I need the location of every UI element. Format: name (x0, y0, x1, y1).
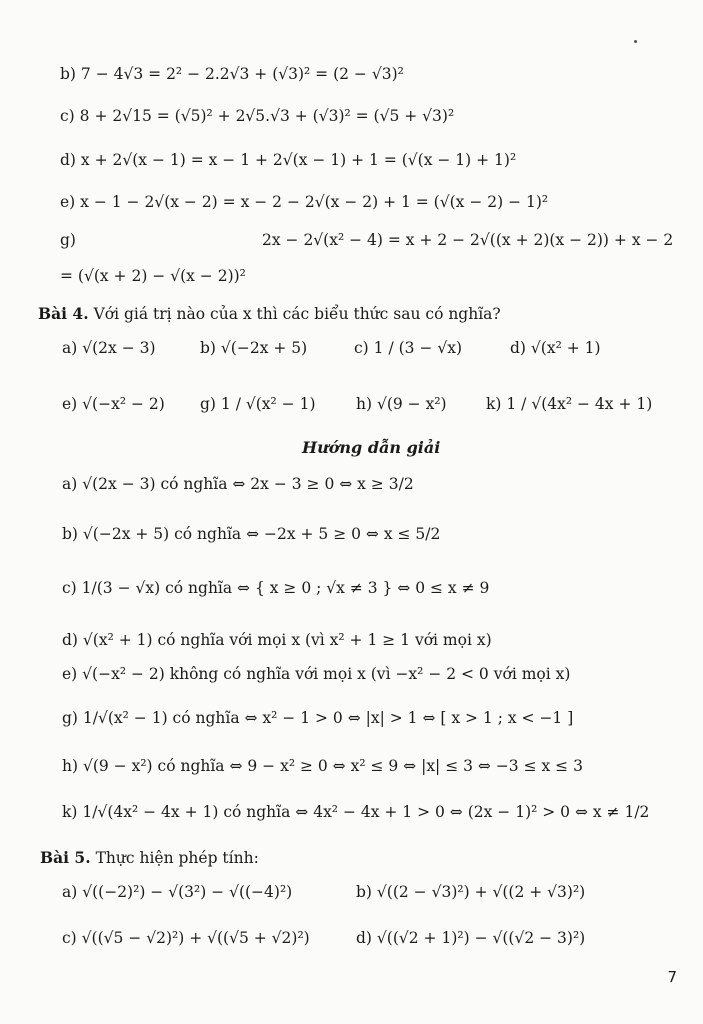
worked-label: c) (60, 107, 75, 125)
item-label: b) (200, 339, 216, 357)
solution-label: k) (62, 803, 78, 821)
solution-k (62, 800, 703, 824)
item-expr: √(2x − 3) (82, 339, 156, 357)
solution-label: a) (62, 475, 78, 493)
solution-text: 1/√(x² − 1) có nghĩa ⇔ x² − 1 > 0 ⇔ |x| > 1 ⇔ [ x > 1 ; x < −1 ] (82, 709, 574, 727)
item-label: k) (486, 395, 502, 413)
solution-text: √(x² + 1) có nghĩa với mọi x (vì x² + 1 ≥ 1 với mọi x) (82, 631, 492, 649)
item-label: d) (510, 339, 526, 357)
solution-text: √(−x² − 2) không có nghĩa với mọi x (vì −x² − 2 < 0 với mọi x) (82, 665, 571, 683)
solution-text: √(−2x + 5) có nghĩa ⇔ −2x + 5 ≥ 0 ⇔ x ≤ 5/2 (82, 525, 441, 543)
item-label: d) (356, 929, 372, 947)
item-expr: √((2 − √3)²) + √((2 + √3)²) (376, 883, 586, 901)
page-number: 7 (667, 968, 677, 986)
solution-label: h) (62, 757, 79, 775)
item-label: a) (62, 883, 78, 901)
bai4-item-h (356, 392, 447, 416)
worked-label: e) (60, 193, 76, 211)
item-label: a) (62, 339, 78, 357)
item-expr: 1 / √(x² − 1) (220, 395, 316, 413)
item-label: e) (62, 395, 78, 413)
item-expr: √((−2)²) − √(3²) − √((−4)²) (82, 883, 293, 901)
bai4-title (38, 302, 703, 326)
solution-h (62, 754, 703, 778)
item-label: c) (62, 929, 77, 947)
worked-g-label: g) (60, 231, 76, 249)
solution-label: c) (62, 579, 77, 597)
bai5-heading: Bài 5. (40, 848, 91, 867)
bai4-question: Với giá trị nào của x thì các biểu thức sau có nghĩa? (93, 305, 501, 323)
solution-label: g) (62, 709, 78, 727)
item-expr: √((√2 + 1)²) − √((√2 − 3)²) (376, 929, 586, 947)
guide-title: Hướng dẫn giải (302, 438, 441, 457)
item-expr: √(9 − x²) (376, 395, 447, 413)
bai4-item-k (486, 392, 652, 416)
item-label: b) (356, 883, 372, 901)
print-speck (634, 40, 637, 43)
item-label: c) (354, 339, 369, 357)
bai5-item-c (62, 926, 310, 950)
item-label: h) (356, 395, 373, 413)
bai4-item-e (62, 392, 165, 416)
bai5-item-a (62, 880, 292, 904)
solution-text: √(9 − x²) có nghĩa ⇔ 9 − x² ≥ 0 ⇔ x² ≤ 9 ⇔ |x| ≤ 3 ⇔ −3 ≤ x ≤ 3 (82, 757, 583, 775)
bai4-item-g (200, 392, 316, 416)
solution-text: 1/(3 − √x) có nghĩa ⇔ { x ≥ 0 ; √x ≠ 3 } ⇔ 0 ≤ x ≠ 9 (81, 579, 490, 597)
solution-text: √(2x − 3) có nghĩa ⇔ 2x − 3 ≥ 0 ⇔ x ≥ 3/2 (82, 475, 414, 493)
worked-g-expr: 2x − 2√(x² − 4) = x + 2 − 2√((x + 2)(x − 2)) + x − 2 (262, 231, 674, 249)
worked-e (60, 190, 703, 214)
solution-c (62, 576, 703, 600)
bai4-heading: Bài 4. (38, 304, 89, 323)
bai4-item-a (62, 336, 156, 360)
bai5-title (40, 846, 703, 870)
solution-e (62, 662, 703, 686)
solution-b (62, 522, 703, 546)
worked-c (60, 104, 703, 128)
bai5-item-b (356, 880, 585, 904)
bai4-item-b (200, 336, 307, 360)
worked-b (60, 62, 703, 86)
worked-label: d) (60, 151, 76, 169)
bai5-question: Thực hiện phép tính: (95, 849, 259, 867)
solution-a (62, 472, 703, 496)
worked-label: b) (60, 65, 76, 83)
item-label: g) (200, 395, 216, 413)
bai4-item-d (510, 336, 601, 360)
solution-g (62, 706, 703, 730)
solution-label: b) (62, 525, 78, 543)
item-expr: √(−x² − 2) (82, 395, 165, 413)
worked-expr: x + 2√(x − 1) = x − 1 + 2√(x − 1) + 1 = (√(x − 1) + 1)² (80, 151, 517, 169)
item-expr: 1 / √(4x² − 4x + 1) (506, 395, 653, 413)
item-expr: √(−2x + 5) (220, 339, 308, 357)
solution-text: 1/√(4x² − 4x + 1) có nghĩa ⇔ 4x² − 4x + 1 > 0 ⇔ (2x − 1)² > 0 ⇔ x ≠ 1/2 (82, 803, 650, 821)
worked-expr: x − 1 − 2√(x − 2) = x − 2 − 2√(x − 2) + 1 = (√(x − 2) − 1)² (80, 193, 549, 211)
bai4-item-c (354, 336, 462, 360)
item-expr: √((√5 − √2)²) + √((√5 + √2)²) (81, 929, 310, 947)
worked-d (60, 148, 703, 172)
worked-expr: 8 + 2√15 = (√5)² + 2√5.√3 + (√3)² = (√5 + √3)² (79, 107, 455, 125)
bai5-item-d (356, 926, 585, 950)
solution-label: d) (62, 631, 78, 649)
solution-label: e) (62, 665, 78, 683)
worked-g-result: = (√(x + 2) − √(x − 2))² (60, 267, 246, 285)
item-expr: √(x² + 1) (530, 339, 601, 357)
worked-expr: 7 − 4√3 = 2² − 2.2√3 + (√3)² = (2 − √3)² (80, 65, 404, 83)
item-expr: 1 / (3 − √x) (373, 339, 463, 357)
solution-d (62, 628, 703, 652)
